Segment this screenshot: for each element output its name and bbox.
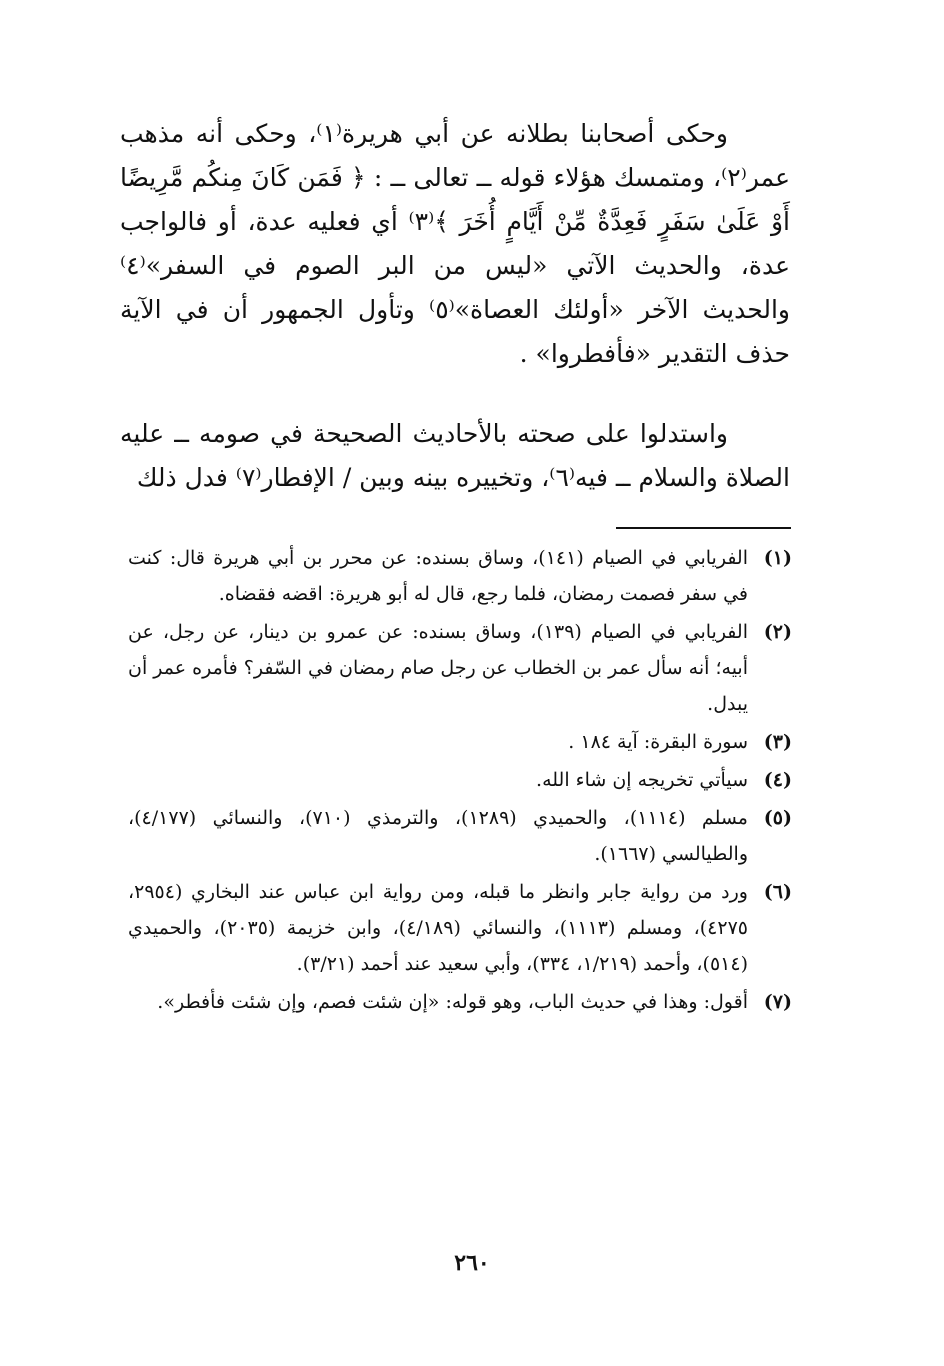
footnote-5 <box>128 800 792 872</box>
footnote-number: (٣) <box>763 731 792 753</box>
footnote-text: الفريابي في الصيام (١٤١)، وساق بسنده: عن محرر بن أبي هريرة قال: كنت في سفر فصمت رمضان، فلما رجع، قال له أبو هريرة: اقضه فقضاه. <box>128 547 748 605</box>
body-paragraph-1-block <box>120 112 790 376</box>
footnote-1 <box>128 540 792 612</box>
footnote-text: سيأتي تخريجه إن شاء الله. <box>536 769 748 791</box>
footnote-text: الفريابي في الصيام (١٣٩)، وساق بسنده: عن عمرو بن دينار، عن رجل، عن أبيه؛ أنه سأل عمر بن الخطاب عن رجل صام رمضان في السّفر؟ فأمره عمر أن يبدل. <box>128 621 748 715</box>
footnote-text: ورد من رواية جابر وانظر ما قبله، ومن رواية ابن عباس عند البخاري (٢٩٥٤، ٤٢٧٥)، ومسلم (١١١٣)، والنسائي (٤/١٨٩)، وابن خزيمة (٢٠٣٥)، والحميدي (٥١٤)، وأحمد (١/٢١٩، ٣٣٤)، وأبي سعيد عند أحمد (٣/٢١). <box>128 881 748 975</box>
body-paragraph-1: وحكى أصحابنا بطلانه عن أبي هريرة⁽١⁾، وحكى أنه مذهب عمر⁽٢⁾، ومتمسك هؤلاء قوله ــ تعالى ــ : ﴿ فَمَن كَانَ مِنكُم مَّرِيضًا أَوْ عَلَىٰ سَفَرٍ فَعِدَّةٌ مِّنْ أَيَّامٍ أُخَرَ ﴾⁽٣⁾ أي فعليه عدة، أو فالواجب عدة، والحديث الآتي «ليس من البر الصوم في السفر»⁽٤⁾ والحديث الآخر «أولئك العصاة»⁽٥⁾ وتأول الجمهور أن في الآية حذف التقدير «فأفطروا» . <box>120 119 791 368</box>
footnote-3 <box>128 724 792 760</box>
footnote-text: سورة البقرة: آية ١٨٤ . <box>568 731 748 753</box>
footnote-6 <box>128 874 792 982</box>
footnote-number: (٢) <box>763 621 792 643</box>
footnote-text: مسلم (١١١٤)، والحميدي (١٢٨٩)، والترمذي (٧١٠)، والنسائي (٤/١٧٧)، والطيالسي (١٦٦٧). <box>128 807 748 865</box>
footnote-number: (١) <box>763 547 792 569</box>
footnote-number: (٤) <box>763 769 792 791</box>
footnote-2 <box>128 614 792 722</box>
footnotes-section <box>128 540 792 1022</box>
footnote-separator-rule <box>616 527 791 529</box>
footnote-7 <box>128 984 792 1020</box>
footnote-4 <box>128 762 792 798</box>
footnote-number: (٧) <box>763 991 792 1013</box>
page-number: ٢٦٠ <box>454 1250 490 1276</box>
footnote-number: (٦) <box>763 881 792 903</box>
body-paragraph-2-block <box>120 412 790 500</box>
body-paragraph-2: واستدلوا على صحته بالأحاديث الصحيحة في صومه ــ عليه الصلاة والسلام ــ فيه⁽٦⁾، وتخييره بينه وبين / الإفطار⁽٧⁾ فدل ذلك <box>120 419 790 492</box>
footnote-number: (٥) <box>763 807 792 829</box>
footnote-text: أقول: وهذا في حديث الباب، وهو قوله: «إن شئت فصم، وإن شئت فأفطر». <box>157 991 748 1013</box>
